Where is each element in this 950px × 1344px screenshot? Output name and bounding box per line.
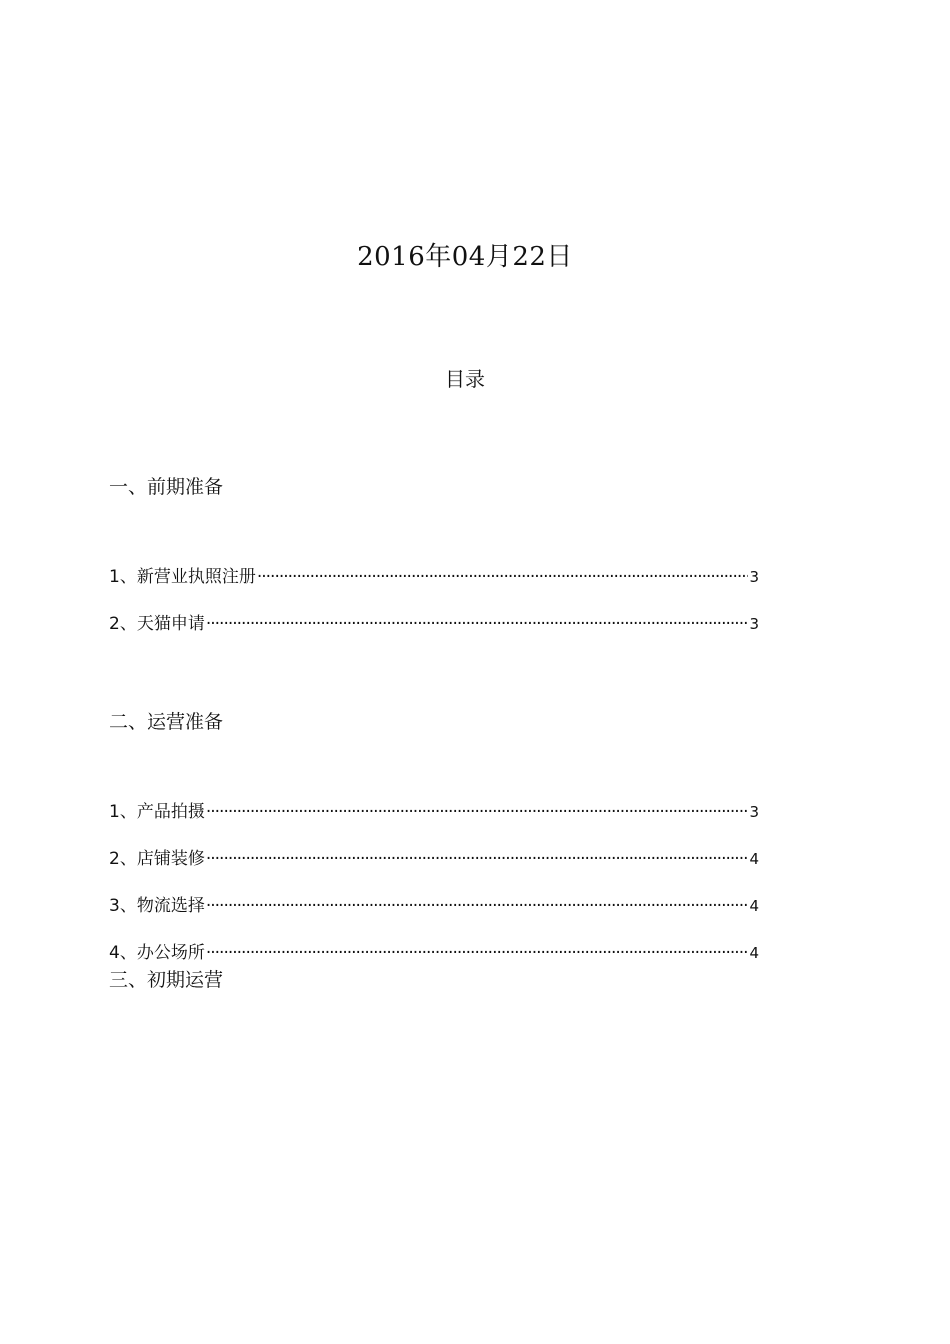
toc-entry-label: 3、物流选择 [109,896,205,916]
toc-entry-label: 1、产品拍摄 [109,802,205,822]
toc-entry-page-number: 3 [749,568,759,586]
toc-section-heading: 三、初期运营 [109,969,224,991]
toc-entry-page-number: 3 [749,615,759,633]
toc-dot-leader [206,801,749,823]
document-date: 2016年04月22日 [357,242,573,272]
toc-entry[interactable] [109,566,759,588]
toc-entry-page-number: 4 [749,944,759,962]
toc-entry-label: 2、天猫申请 [109,614,205,634]
toc-entry-label: 2、店铺装修 [109,849,205,869]
toc-entry[interactable] [109,848,759,870]
toc-dot-leader [257,566,749,588]
toc-entry[interactable] [109,942,759,964]
toc-entry[interactable] [109,613,759,635]
toc-entry-label: 4、办公场所 [109,943,205,963]
toc-section-heading: 二、运营准备 [109,711,224,733]
toc-title: 目录 [445,367,485,391]
toc-entry-page-number: 4 [749,897,759,915]
toc-entry-page-number: 3 [749,803,759,821]
toc-entry[interactable] [109,801,759,823]
toc-section-heading: 一、前期准备 [109,476,224,498]
toc-entry[interactable] [109,895,759,917]
toc-dot-leader [206,895,749,917]
toc-dot-leader [206,942,749,964]
toc-entry-page-number: 4 [749,850,759,868]
toc-entry-label: 1、新营业执照注册 [109,567,256,587]
toc-dot-leader [206,848,749,870]
toc-dot-leader [206,613,749,635]
